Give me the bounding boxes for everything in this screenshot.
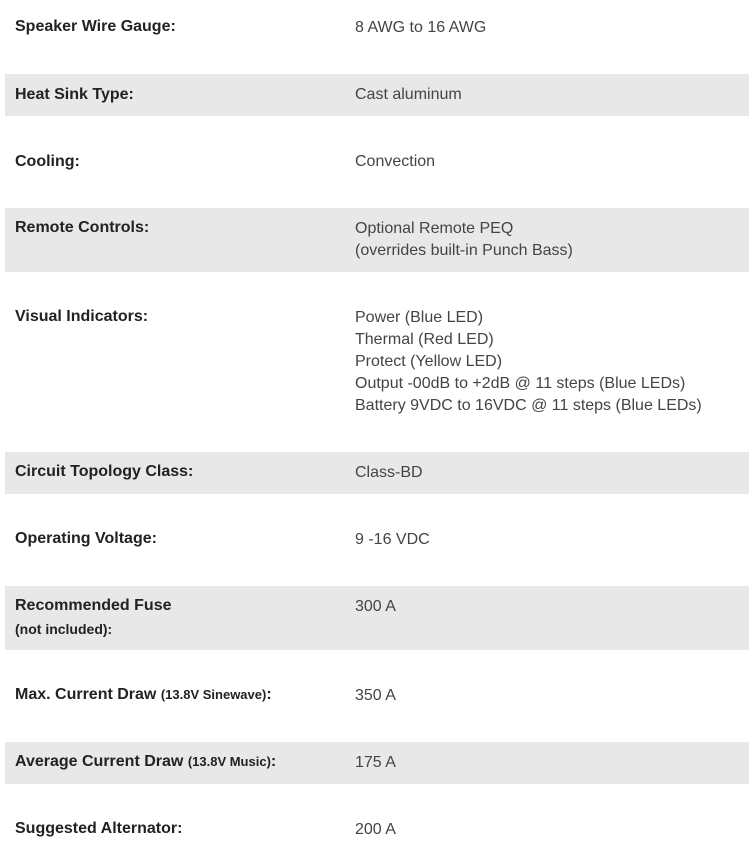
spec-label xyxy=(15,595,171,640)
spec-value-line: 9 -16 VDC xyxy=(355,531,430,548)
spec-label xyxy=(15,684,272,706)
spec-label: Speaker Wire Gauge: xyxy=(15,18,176,35)
spec-value xyxy=(355,819,396,841)
spec-value xyxy=(355,84,462,106)
spec-label: Visual Indicators: xyxy=(15,308,149,325)
spec-value-line: Cast aluminum xyxy=(355,86,462,103)
spec-label-note: (13.8V Sinewave) xyxy=(160,687,267,702)
spec-label: Circuit Topology Class: xyxy=(15,463,194,480)
spec-value-line: Convection xyxy=(355,153,436,170)
spec-row-heat-sink-type xyxy=(5,74,749,116)
spec-label-text: Recommended Fuse xyxy=(15,597,172,614)
spec-row-speaker-wire-gauge xyxy=(5,0,749,74)
spec-label-suffix: : xyxy=(266,686,272,703)
spec-value-line: Protect (Yellow LED) xyxy=(355,353,503,370)
spec-row-recommended-fuse xyxy=(5,586,749,650)
spec-row-operating-voltage xyxy=(5,494,749,586)
spec-label: Heat Sink Type: xyxy=(15,86,134,103)
spec-row-circuit-topology-class xyxy=(5,452,749,494)
spec-value xyxy=(355,218,573,262)
spec-value-line: Thermal (Red LED) xyxy=(355,331,494,348)
spec-value xyxy=(355,685,396,707)
spec-label xyxy=(15,751,276,773)
spec-value-line: Output -00dB to +2dB @ 11 steps (Blue LEDs) xyxy=(355,375,686,392)
spec-row-visual-indicators xyxy=(5,272,749,452)
spec-value xyxy=(355,529,430,551)
spec-label: Remote Controls: xyxy=(15,219,150,236)
spec-value xyxy=(355,17,486,39)
spec-row-remote-controls xyxy=(5,208,749,272)
spec-value xyxy=(355,596,396,618)
spec-value-line: 300 A xyxy=(355,598,396,615)
spec-value-line: Power (Blue LED) xyxy=(355,309,484,326)
spec-value-line: 175 A xyxy=(355,754,396,771)
spec-value-line: (overrides built-in Punch Bass) xyxy=(355,242,573,259)
spec-label: Operating Voltage: xyxy=(15,530,157,547)
spec-value-line: 200 A xyxy=(355,821,396,838)
spec-label-note: (13.8V Music) xyxy=(187,754,271,769)
spec-sublabel: (not included): xyxy=(15,621,113,637)
spec-row-cooling xyxy=(5,116,749,208)
spec-value-line: Battery 9VDC to 16VDC @ 11 steps (Blue LEDs) xyxy=(355,397,702,414)
spec-label: Cooling: xyxy=(15,153,80,170)
spec-value-line: 350 A xyxy=(355,687,396,704)
spec-label: Suggested Alternator: xyxy=(15,820,183,837)
spec-value xyxy=(355,151,435,173)
spec-value-line: Class-BD xyxy=(355,464,423,481)
spec-row-average-current-draw xyxy=(5,742,749,784)
spec-value-line: 8 AWG to 16 AWG xyxy=(355,19,487,36)
spec-value xyxy=(355,462,423,484)
spec-value xyxy=(355,752,396,774)
spec-label-text: Average Current Draw xyxy=(15,753,184,770)
spec-value-line: Optional Remote PEQ xyxy=(355,220,514,237)
spec-row-max-current-draw xyxy=(5,650,749,742)
spec-label-suffix: : xyxy=(270,753,277,770)
spec-value xyxy=(355,307,702,417)
spec-label-text: Max. Current Draw xyxy=(15,686,157,703)
spec-row-suggested-alternator xyxy=(5,784,749,865)
